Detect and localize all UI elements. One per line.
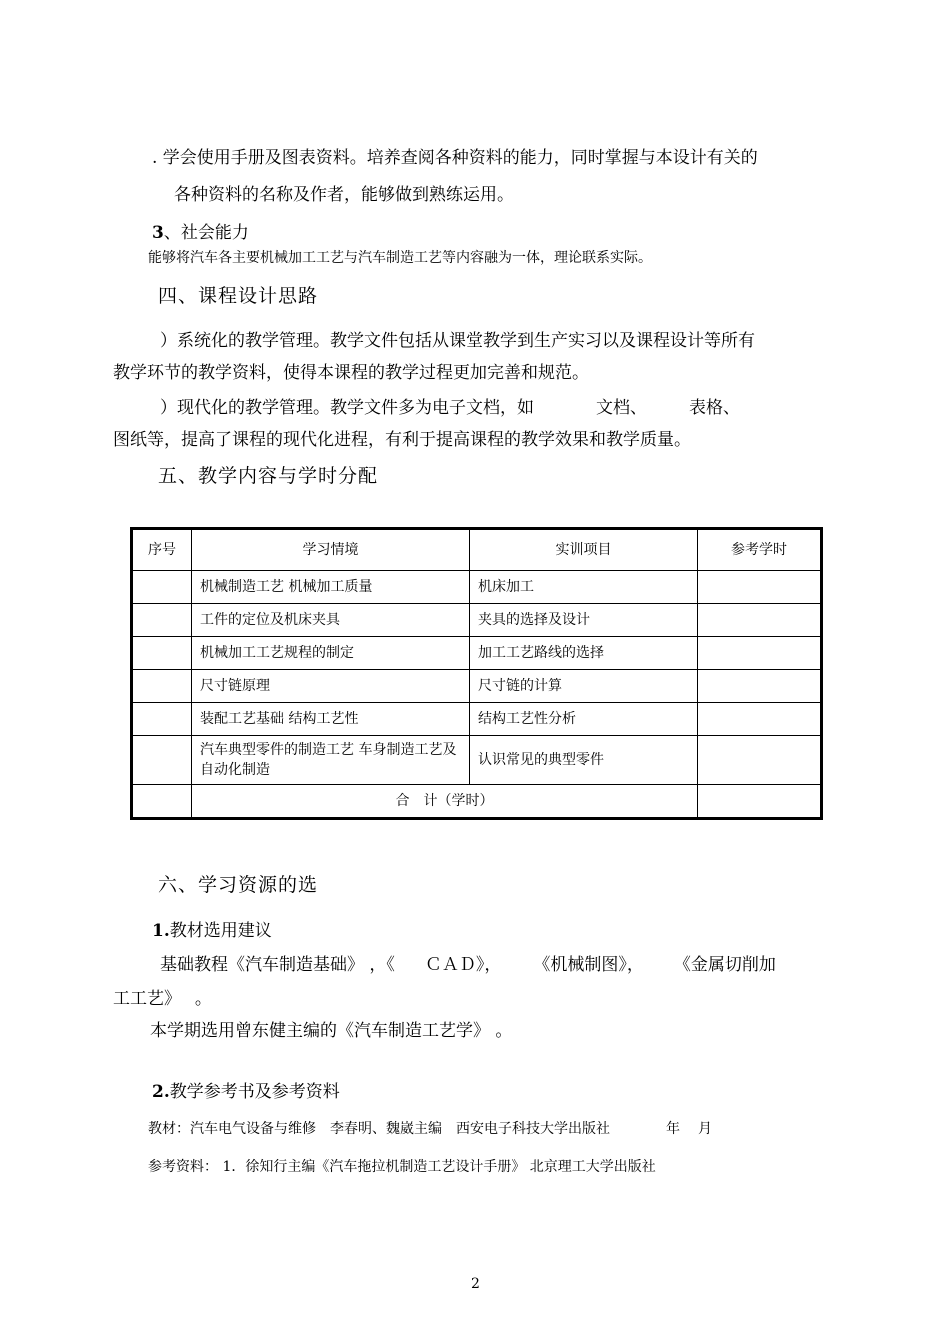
row-project: 夹具的选择及设计: [470, 604, 698, 637]
design-para2-line1: [160, 393, 740, 418]
table-row: [132, 604, 822, 637]
sub2-number: 2.: [152, 1082, 170, 1102]
books-line1: [160, 950, 776, 975]
row-hours: [698, 703, 822, 736]
social-ability-text: 能够将汽车各主要机械加工工艺与汽车制造工艺等内容融为一体，理论联系实际。: [148, 250, 652, 266]
header-situation: 学习情境: [192, 529, 470, 571]
row-project: 认识常见的典型零件: [470, 736, 698, 785]
books-part1: 基础教程《汽车制造基础》 ，《: [160, 955, 395, 975]
row-no: [132, 736, 192, 785]
row-hours: [698, 571, 822, 604]
row-hours: [698, 736, 822, 785]
ref-textbook: 教材：汽车电气设备与维修 李春明、魏崴主编 西安电子科技大学出版社: [148, 1121, 610, 1137]
table-row: [132, 703, 822, 736]
sub1-number: 1.: [152, 921, 170, 941]
design-para2-line2: 图纸等，提高了课程的现代化进程，有利于提高课程的教学效果和教学质量。: [113, 430, 691, 450]
row-project: 结构工艺性分析: [470, 703, 698, 736]
row-no: [132, 604, 192, 637]
item-a-line1: . 学会使用手册及图表资料。培养查阅各种资料的能力，同时掌握与本设计有关的: [152, 148, 758, 168]
row-situation: 工件的定位及机床夹具: [192, 604, 470, 637]
row-no: [132, 670, 192, 703]
sub2-title: 教学参考书及参考资料: [169, 1082, 340, 1102]
row-hours: [698, 670, 822, 703]
row-no: [132, 703, 192, 736]
sub2-heading: [152, 1077, 340, 1102]
ref-year: 年: [666, 1121, 680, 1137]
row-situation: 机械加工工艺规程的制定: [192, 637, 470, 670]
header-hours: 参考学时: [698, 529, 822, 571]
books-part2: ＣＡＤ》，: [424, 955, 502, 975]
design-para2-part2: 文档、: [596, 398, 647, 418]
row-project: 加工工艺路线的选择: [470, 637, 698, 670]
design-para2-part1: ）现代化的教学管理。教学文件多为电子文档，如: [160, 398, 534, 418]
row-no: [132, 637, 192, 670]
design-para2-part3: 表格、: [689, 398, 740, 418]
total-hours: [698, 785, 822, 819]
row-hours: [698, 637, 822, 670]
table-total-row: [132, 785, 822, 819]
row-situation: 尺寸链原理: [192, 670, 470, 703]
table-row: [132, 571, 822, 604]
total-label: 合 计（学时）: [192, 785, 698, 819]
social-ability-heading: [152, 218, 249, 243]
design-para1-line1: ）系统化的教学管理。教学文件包括从课堂教学到生产实习以及课程设计等所有: [160, 331, 755, 351]
row-project: 机床加工: [470, 571, 698, 604]
row-situation: 装配工艺基础 结构工艺性: [192, 703, 470, 736]
table-row: [132, 637, 822, 670]
item-a-line2: 各种资料的名称及作者，能够做到熟练运用。: [174, 185, 514, 205]
header-no: 序号: [132, 529, 192, 571]
table-row: [132, 736, 822, 785]
section-six-heading: 六、学习资源的选: [158, 874, 319, 896]
ref-month: 月: [698, 1121, 712, 1137]
hours-allocation-table: [130, 527, 823, 820]
table-header-row: [132, 529, 822, 571]
textbook-line: 本学期选用曾东健主编的《汽车制造工艺学》 。: [150, 1021, 513, 1041]
header-project: 实训项目: [470, 529, 698, 571]
section-five-heading: 五、教学内容与学时分配: [158, 465, 379, 487]
row-project: 尺寸链的计算: [470, 670, 698, 703]
table-row: [132, 670, 822, 703]
row-no: [132, 571, 192, 604]
total-no-cell: [132, 785, 192, 819]
page-number: 2: [471, 1276, 480, 1292]
row-hours: [698, 604, 822, 637]
social-ability-number: 3: [152, 223, 164, 243]
books-part3: 《机械制图》，: [533, 955, 644, 975]
books-part4: 《金属切削加: [673, 955, 776, 975]
ref-textbook-line: [148, 1118, 712, 1138]
section-four-heading: 四、课程设计思路: [158, 285, 319, 307]
social-ability-title: 、社会能力: [163, 223, 249, 243]
design-para1-line2: 教学环节的教学资料，使得本课程的教学过程更加完善和规范。: [113, 363, 589, 383]
row-situation: 机械制造工艺 机械加工质量: [192, 571, 470, 604]
row-situation: 汽车典型零件的制造工艺 车身制造工艺及自动化制造: [192, 736, 470, 785]
sub1-heading: [152, 916, 272, 941]
ref-material-line: 参考资料： 1．徐知行主编《汽车拖拉机制造工艺设计手册》 北京理工大学出版社: [148, 1159, 656, 1175]
books-line2: 工工艺》 。: [113, 989, 212, 1009]
sub1-title: 教材选用建议: [169, 921, 272, 941]
